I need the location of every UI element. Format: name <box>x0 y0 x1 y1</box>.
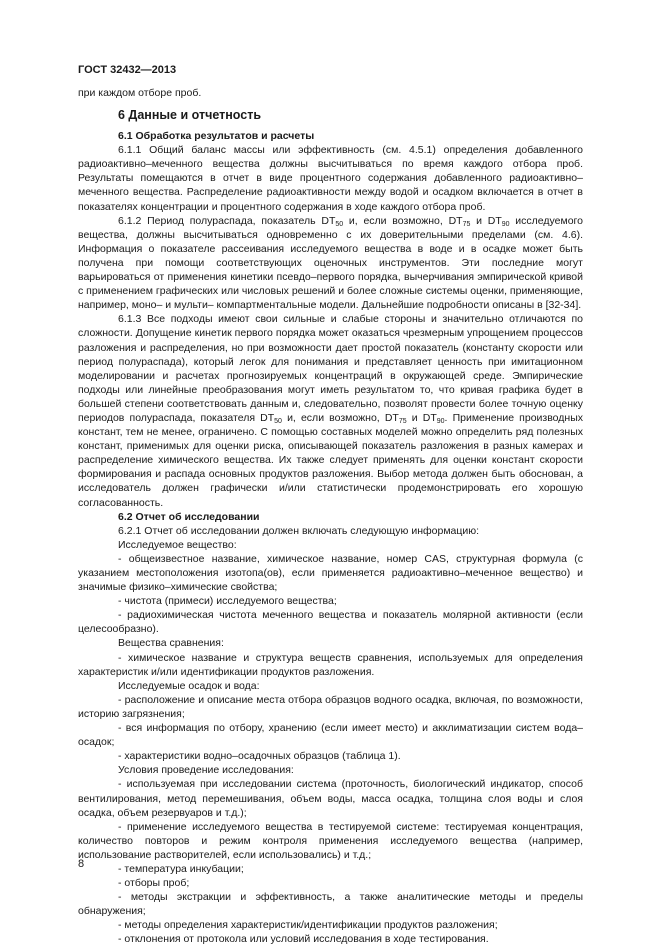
section-heading-6: 6 Данные и отчетность <box>118 108 262 123</box>
subscript: 90 <box>436 417 445 425</box>
text-run: и, если возможно, DT <box>343 214 463 227</box>
report-line: - общеизвестное название, химическое название, номер CAS, структурная формула (с указанием местоположения изотопа(ов), если применяется радиоактивно–меченное вещество) и значимые физико–химические свойства; <box>78 552 583 594</box>
page-number: 8 <box>78 858 85 870</box>
text-run: и DT <box>470 214 502 227</box>
paragraph-6-1-1: 6.1.1 Общий баланс массы или эффективность (см. 4.5.1) определения добавленного радиоактивно–меченного вещества должны высчитываться по время каждого отбора проб. Результаты помещаются в отчет в виде процентного содержания добавленного радиоактивно–меченного вещества. Распределение радиоактивности между водой и осадком включается в отчет в показателях концентрации и процентного содержания в ходе каждого отбора проб. <box>78 144 583 213</box>
report-line: Исследуемые осадок и вода: <box>118 679 260 692</box>
subscript: 50 <box>335 220 344 228</box>
report-line: - методы экстракции и эффективность, а также аналитические методы и пределы обнаружения; <box>78 891 583 918</box>
report-line: - радиохимическая чистота меченного вещества и показатель молярной активности (если целесообразно). <box>78 609 583 636</box>
report-line: - отборы проб; <box>118 877 190 890</box>
report-line: - отклонения от протокола или условий исследования в ходе тестирования. <box>118 933 489 946</box>
text-run: . Применение производных констант, тем не менее, ограничено. С помощью составных моделей можно определить ряд полезных констант, применимых для оценки риска, описывающей показатель разложения в разных камерах и распределение химического вещества. Их также следует применять для оценки констант скорости формирования и распада основных продуктов разложения. Выбор метода должен быть обоснован, а исследователь должен графически и/или статистически продемонстрировать его хорошую согласованность. <box>78 411 584 509</box>
report-line: - характеристики водно–осадочных образцов (таблица 1). <box>118 750 401 763</box>
report-line: - чистота (примеси) исследуемого вещества; <box>118 595 337 608</box>
text-run: исследуемого вещества, должны высчитываться одновременно с их доверительными пределами (см. 4.6). Информация о показателе рассеивания исследуемого вещества в воде и в осадке может быть получена при помощи соответствующих оценочных инструментов. Эти последние могут варьироваться от применения кинетики псевдо–первого порядка, вычерчивания эмпирической кривой с применением графических или числовых решений и более сложные системы оценки, применяющие, например, моно– и мульти– компартментальные модели. Дальнейшие подробности описаны в [32-34]. <box>78 214 584 312</box>
subscript: 90 <box>501 220 510 228</box>
report-line: - используемая при исследовании система (проточность, биологический индикатор, способ вентилирования, метод перемешивания, объем воды, масса осадка, толщина слоя воды и слоя осадка, объем резервуаров и т.д.); <box>78 778 583 819</box>
text-run: и, если возможно, DT <box>281 411 399 424</box>
subsection-heading-6-1: 6.1 Обработка результатов и расчеты <box>118 130 315 143</box>
document-body <box>78 86 583 947</box>
paragraph-intro: при каждом отборе проб. <box>78 87 202 99</box>
report-line: Исследуемое вещество: <box>118 538 237 551</box>
report-line: - температура инкубации; <box>118 862 244 875</box>
report-line: 6.2.1 Отчет об исследовании должен включать следующую информацию: <box>118 524 480 537</box>
subscript: 50 <box>274 417 282 425</box>
text-run: и DT <box>406 411 437 424</box>
paragraph-6-1-2 <box>78 214 583 313</box>
report-line: Вещества сравнения: <box>118 637 224 650</box>
subscript: 75 <box>398 417 407 425</box>
text-run: 6.1.2 Период полураспада, показатель DT <box>118 214 336 227</box>
report-line: - методы определения характеристик/идентификации продуктов разложения; <box>118 919 498 932</box>
report-line: - применение исследуемого вещества в тестируемой системе: тестируемая концентрация, количество повторов и режим контроля применения исследуемого вещества (например, использование растворителей, если использовались) и т.д.; <box>78 820 583 861</box>
report-line: - вся информация по отбору, хранению (если имеет место) и акклиматизации систем вода–осадок; <box>78 722 583 749</box>
text-run: 6.1.3 Все подходы имеют свои сильные и слабые стороны и значительно отличаются по сложности. Допущение кинетик первого порядка может оказаться чрезмерным упрощением процессов разложения и распределения, но при возможности дает простой показатель (константу скорости или период полураспада), который легок для понимания и представляет ценность при имитационном моделировании и расчетах прогнозируемых концентраций в окружающей среде. Эмпирические подходы или линейные преобразования могут иметь результатом то, что кривая графика будет в большей степени соответствовать данным и, следовательно, позволят провести более точную оценку периодов полураспада, показателя DT <box>78 313 583 424</box>
subscript: 75 <box>462 220 471 228</box>
subsection-heading-6-2: 6.2 Отчет об исследовании <box>118 510 260 523</box>
paragraph-6-1-3 <box>78 312 583 509</box>
document-header: ГОСТ 32432—2013 <box>78 64 177 76</box>
report-line: - химическое название и структура веществ сравнения, используемых для определения характеристик и/или идентификации продуктов разложения. <box>78 651 583 678</box>
report-line: Условия проведение исследования: <box>118 764 294 777</box>
report-line: - расположение и описание места отбора образцов водного осадка, включая, по возможности, историю загрязнения; <box>78 693 583 720</box>
